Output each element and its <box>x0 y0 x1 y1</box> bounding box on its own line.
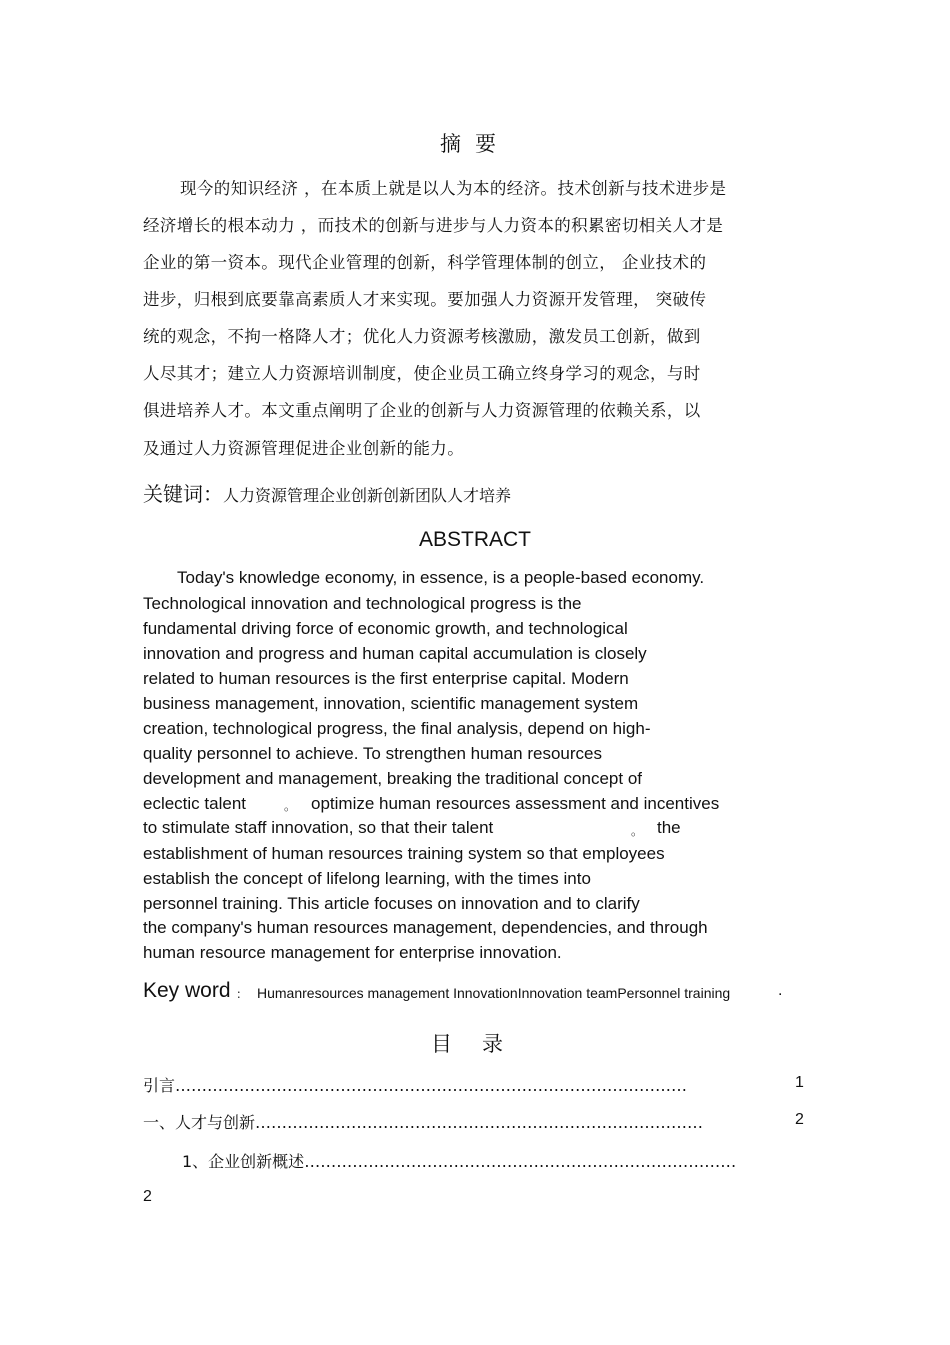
toc-page-number: 2 <box>143 1188 152 1205</box>
abstract-en-line: personnel training. This article focuses on innovation and to clarify <box>143 894 640 913</box>
toc-entry-section-1-1[interactable] <box>182 1149 736 1172</box>
toc-entry-title: 1、企业创新概述 <box>182 1152 305 1171</box>
abstract-en-line: innovation and progress and human capital accumulation is closely <box>143 644 647 663</box>
abstract-zh-line: 经济增长的根本动力 ，而技术的创新与进步与人力资本的积累密切相关人才是 <box>143 216 724 235</box>
abstract-zh-keywords <box>143 478 511 507</box>
abstract-en-mark: 。 <box>284 799 297 813</box>
keywords-en-label: Key word <box>143 979 231 1002</box>
abstract-en-line: development and management, breaking the traditional concept of <box>143 769 642 788</box>
toc-entry-chapter-1[interactable] <box>143 1110 703 1133</box>
abstract-zh-line: 企业的第一资本。现代企业管理的创新，科学管理体制的创立， 企业技术的 <box>143 253 707 272</box>
keywords-zh-text: 人力资源管理企业创新创新团队人才培养 <box>223 486 512 505</box>
abstract-zh-line: 统的观念，不拘一格降人才；优化人力资源考核激励，激发员工创新，做到 <box>143 327 701 346</box>
abstract-en-line: establishment of human resources training system so that employees <box>143 844 665 863</box>
abstract-zh-line: 现今的知识经济 ，在本质上就是以人为本的经济。技术创新与技术进步是 <box>180 179 727 198</box>
abstract-en-line: human resource management for enterprise innovation. <box>143 943 562 962</box>
keywords-en-colon: ： <box>236 987 249 1001</box>
toc-page-number: 1 <box>795 1074 804 1091</box>
abstract-en-line: the company's human resources management, dependencies, and through <box>143 918 708 937</box>
abstract-zh-line: 及通过人力资源管理促进企业创新的能力。 <box>143 439 465 458</box>
toc-entry-title: 一、人才与创新 <box>143 1113 256 1132</box>
abstract-en-line: to stimulate staff innovation, so that their talent <box>143 818 494 837</box>
keywords-en-end: . <box>778 982 783 999</box>
toc-heading: 目录 <box>431 1032 533 1056</box>
abstract-en-line: establish the concept of lifelong learning, with the times into <box>143 869 591 888</box>
abstract-en-line: eclectic talent <box>143 794 246 813</box>
abstract-zh-line: 人尽其才；建立人力资源培训制度，使企业员工确立终身学习的观念，与时 <box>143 364 701 383</box>
toc-entry-intro[interactable] <box>143 1073 687 1096</box>
abstract-en-line: fundamental driving force of economic growth, and technological <box>143 619 628 638</box>
abstract-en-mark: 。 <box>631 824 644 838</box>
abstract-en-line: Today's knowledge economy, in essence, is a people-based economy. <box>177 568 705 587</box>
abstract-en-line: related to human resources is the first enterprise capital. Modern <box>143 669 629 688</box>
toc-page-number: 2 <box>795 1111 804 1128</box>
abstract-en-line: business management, innovation, scientific management system <box>143 694 639 713</box>
abstract-en-line: Technological innovation and technological progress is the <box>143 594 582 613</box>
abstract-en-line: the <box>657 818 681 837</box>
abstract-zh-line: 俱进培养人才。本文重点阐明了企业的创新与人力资源管理的依赖关系，以 <box>143 401 701 420</box>
abstract-en-line: optimize human resources assessment and incentives <box>311 794 720 813</box>
abstract-en-line: creation, technological progress, the final analysis, depend on high- <box>143 719 651 738</box>
abstract-zh-heading: 摘要 <box>440 132 510 156</box>
toc-leader: ………………………………………………………………………… <box>255 1113 704 1132</box>
abstract-en-line: quality personnel to achieve. To strengthen human resources <box>143 744 602 763</box>
abstract-zh-line: 进步，归根到底要靠高素质人才来实现。要加强人力资源开发管理， 突破传 <box>143 290 707 309</box>
toc-entry-title: 引言 <box>143 1076 176 1095</box>
toc-leader: ……………………………………………………………………… <box>304 1152 737 1171</box>
keywords-zh-label: 关键词： <box>143 482 223 506</box>
toc-leader: …………………………………………………………………………………… <box>175 1076 688 1095</box>
abstract-en-heading: ABSTRACT <box>418 528 531 551</box>
keywords-en-text: Humanresources management InnovationInnovation teamPersonnel training <box>257 985 731 1001</box>
